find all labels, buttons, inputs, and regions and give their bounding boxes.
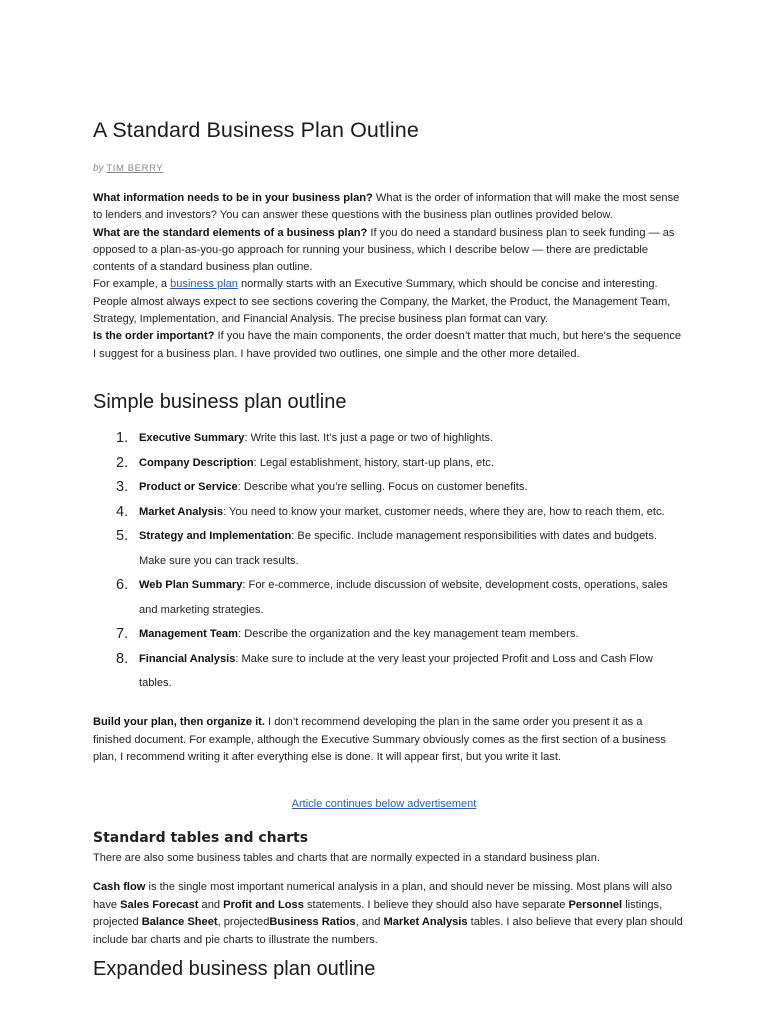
build-text: I don’t recommend developing the plan in the same order you present it as a finished document. For example, although the Executive Summary obviously comes as the first section of a business plan, I recommend writing it after everything else is done. It will appear first, but you write it last. <box>93 716 666 763</box>
list-item <box>93 524 683 573</box>
intro-question-4: Is the order important? <box>93 330 215 343</box>
list-text: : Write this last. It’s just a page or two of highlights. <box>244 432 494 444</box>
byline <box>93 163 163 174</box>
list-term: Market Analysis <box>139 505 224 518</box>
list-number: 5. <box>116 528 129 544</box>
expanded-outline-heading: Expanded business plan outline <box>93 958 376 980</box>
list-item <box>93 500 683 525</box>
cf-text-3: statements. I believe they should also have separate <box>303 898 569 911</box>
list-item <box>93 573 683 622</box>
list-term: Web Plan Summary <box>139 579 243 591</box>
intro-text-4: If you have the main components, the order doesn’t matter that much, but here’s the sequence I suggest for a business plan. I have provided two outlines, one simple and the other more detailed. <box>93 330 682 360</box>
advertisement-notice <box>0 798 768 810</box>
build-paragraph <box>93 714 683 767</box>
cf-text-5: , projected <box>217 916 270 928</box>
advertisement-link[interactable]: Article continues below advertisement <box>291 798 477 810</box>
cf-text-7: tables. I also believe that every plan should include bar charts and pie charts to illustrate the numbers. <box>93 916 683 946</box>
list-text: : Be specific. Include management responsibilities with dates and budgets. Make sure you can track results. <box>139 530 657 567</box>
list-number: 7. <box>116 626 129 642</box>
cf-bold-5: Balance Sheet <box>141 916 218 928</box>
cashflow-paragraph <box>93 879 683 949</box>
list-number: 4. <box>116 503 129 520</box>
business-plan-link[interactable]: business plan <box>170 278 238 291</box>
intro-paragraph-4 <box>93 328 683 363</box>
tables-heading: Standard tables and charts <box>93 830 309 846</box>
list-number: 1. <box>116 430 129 446</box>
list-number: 2. <box>116 454 129 471</box>
cf-bold-7: Market Analysis <box>383 916 468 928</box>
build-lead: Build your plan, then organize it. <box>93 716 265 728</box>
author-link[interactable]: TIM BERRY <box>106 163 164 174</box>
list-term: Company Description <box>139 456 254 469</box>
list-term: Executive Summary <box>139 432 245 444</box>
cf-text-4: listings, projected <box>93 898 663 928</box>
list-item <box>93 426 683 451</box>
cf-bold-2: Sales Forecast <box>120 898 199 911</box>
list-item <box>93 475 683 500</box>
list-text: : For e-commerce, include discussion of website, development costs, operations, sales and marketing strategies. <box>139 579 668 616</box>
list-term: Management Team <box>139 628 239 640</box>
cf-bold-4: Personnel <box>568 898 623 911</box>
list-number: 6. <box>116 577 129 593</box>
list-text: : You need to know your market, customer needs, where they are, how to reach them, etc. <box>223 505 665 518</box>
intro-question-2: What are the standard elements of a business plan? <box>93 226 368 239</box>
article-title: A Standard Business Plan Outline <box>93 118 419 142</box>
cf-text-1: is the single most important numerical analysis in a plan, and should never be missing. Most plans will also have <box>93 881 672 911</box>
intro-text-3-pre: For example, a <box>93 278 171 291</box>
list-number: 3. <box>116 479 129 495</box>
simple-outline-list <box>93 426 683 696</box>
list-term: Financial Analysis <box>139 652 236 665</box>
list-item <box>93 647 683 696</box>
list-number: 8. <box>116 650 129 667</box>
list-text: : Legal establishment, history, start-up plans, etc. <box>253 456 494 469</box>
simple-outline-heading: Simple business plan outline <box>93 391 347 413</box>
tables-intro: There are also some business tables and charts that are normally expected in a standard business plan. <box>93 852 600 864</box>
byline-prefix: by <box>93 163 104 174</box>
list-term: Strategy and Implementation <box>139 530 292 542</box>
intro-paragraph-1 <box>93 190 683 225</box>
cf-text-6: , and <box>355 916 384 928</box>
cf-bold-6: Business Ratios <box>269 916 356 928</box>
intro-paragraph-3 <box>93 276 683 328</box>
list-text: : Describe the organization and the key management team members. <box>238 628 579 640</box>
intro-text-1: What is the order of information that will make the most sense to lenders and investors? You can answer these questions with the business plan outlines provided below. <box>93 192 680 222</box>
list-text: : Make sure to include at the very least your projected Profit and Loss and Cash Flow tables. <box>139 652 653 689</box>
intro-question-1: What information needs to be in your business plan? <box>93 192 373 204</box>
cf-bold-3: Profit and Loss <box>223 898 304 911</box>
list-text: : Describe what you’re selling. Focus on customer benefits. <box>237 481 528 493</box>
cf-text-2: and <box>198 898 224 911</box>
cf-bold-1: Cash flow <box>93 881 146 893</box>
intro-text-3: normally starts with an Executive Summary, which should be concise and interesting. People almost always expect to see sections covering the Company, the Market, the Product, the Management Team, Strategy, Implementation, and Financial Analysis. The precise business plan format can vary. <box>93 278 671 326</box>
intro-section <box>93 190 683 363</box>
intro-paragraph-2 <box>93 225 683 277</box>
intro-text-2: If you do need a standard business plan to seek funding — as opposed to a plan-as-you-go approach for running your business, which I describe below — there are predictable contents of a standard business plan outline. <box>93 226 675 274</box>
list-term: Product or Service <box>139 481 238 493</box>
list-item <box>93 451 683 476</box>
list-item <box>93 622 683 647</box>
